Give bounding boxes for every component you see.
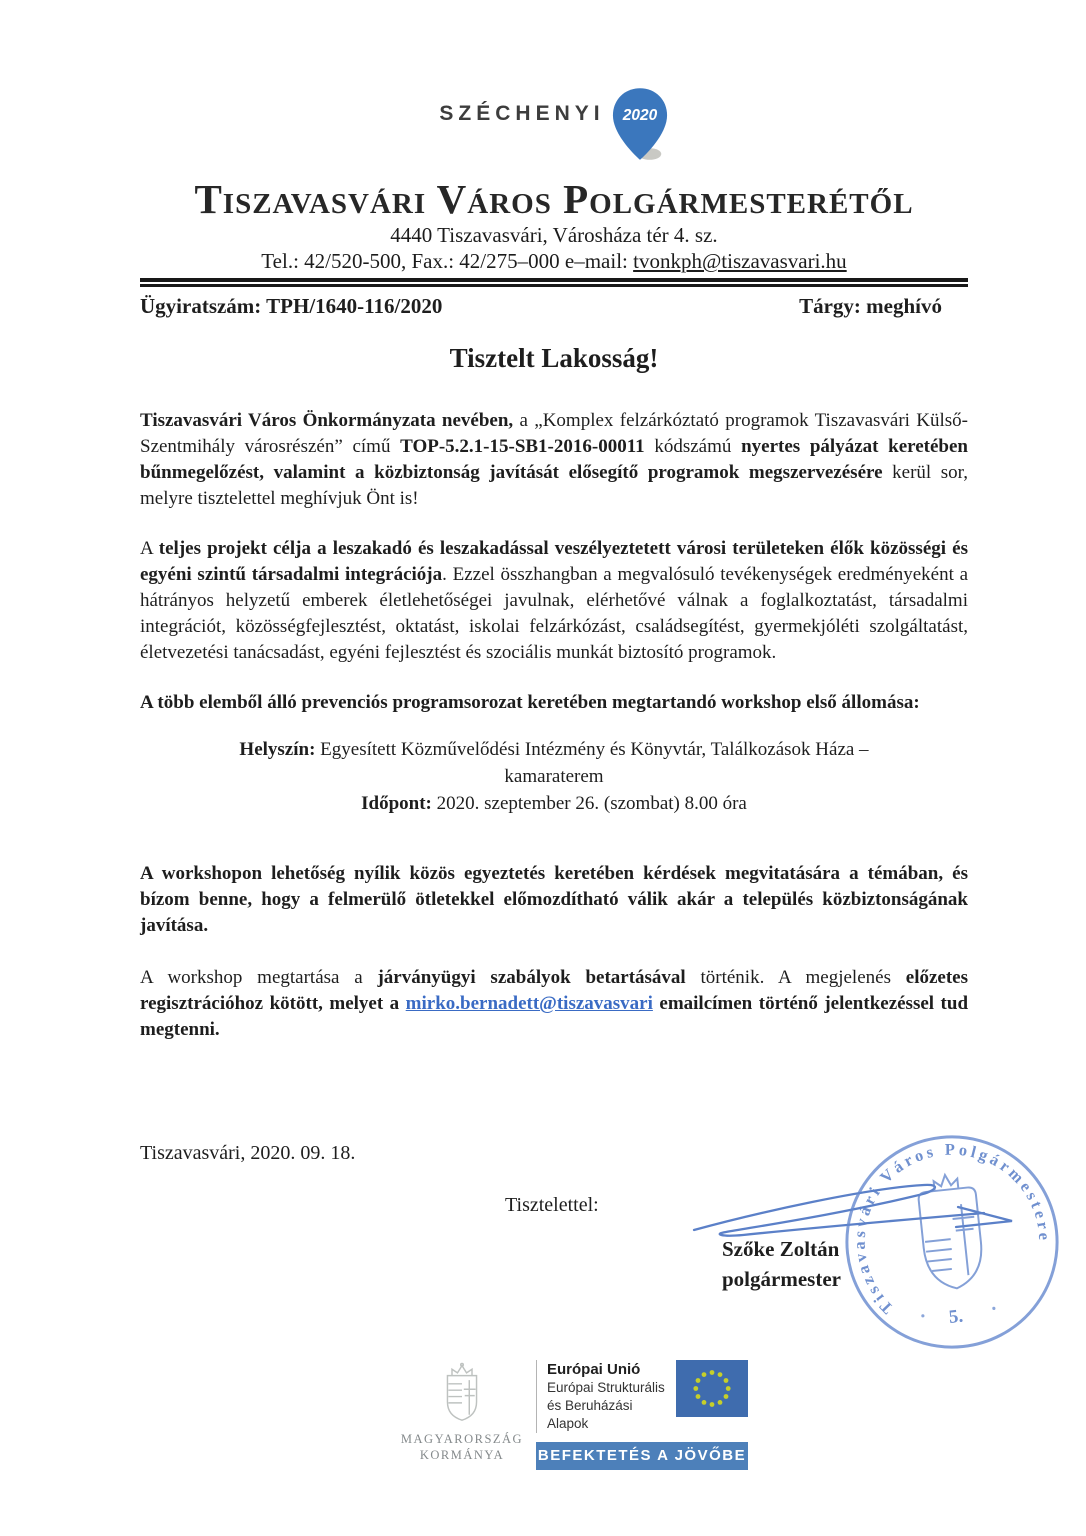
p5-seg-bold: járványügyi szabályok betartásával — [377, 967, 686, 988]
paragraph-workshop-purpose: A workshopon lehetőség nyílik közös egyeztetés keretében kérdések megvitatására a témában, és bízom benne, hogy a felmerülő ötletekkel előmozdítható válik akár a település közbiztonságának javítása. — [140, 863, 968, 936]
svg-text:2020: 2020 — [622, 107, 657, 125]
szechenyi-2020-pin-icon — [611, 86, 669, 164]
time-label: Időpont: — [361, 793, 432, 814]
p5-seg-bold: előzetes regisztrációhoz kötött, melyet a — [140, 967, 968, 1014]
signer-name: Szőke Zoltán — [722, 1237, 840, 1261]
p1-project-code: TOP-5.2.1-15-SB1-2016-00011 — [400, 436, 645, 457]
eu-line3: és Beruházási Alapok — [547, 1398, 633, 1431]
p2-seg: A — [140, 538, 159, 559]
paragraph-registration — [140, 965, 968, 1043]
signer-block — [722, 1234, 841, 1294]
eu-line1: Európai Unió — [547, 1361, 641, 1378]
szechenyi-2020-logo — [140, 86, 968, 164]
double-rule-divider — [140, 278, 968, 287]
date-line: Tiszavasvári, 2020. 09. 18. — [140, 1142, 356, 1164]
venue-line2: kamaraterem — [504, 766, 604, 787]
venue-text: Egyesített Közművelődési Intézmény és Könyvtár, Találkozások Háza – — [315, 739, 869, 760]
p1-seg: a „Komplex felzárkóztató programok Tiszavasvári Külső-Szentmihály városrészén” című — [140, 410, 969, 457]
footer-logos — [398, 1360, 748, 1470]
p1-seg-bold: Tiszavasvári Város Önkormányzata nevében, — [140, 410, 514, 431]
p5-seg: A workshop megtartása a — [140, 967, 378, 988]
registration-email-link[interactable]: mirko.bernadett@tiszavasvari — [405, 993, 653, 1014]
letterhead-address: 4440 Tiszavasvári, Városháza tér 4. sz. — [390, 223, 718, 247]
contact-prefix: Tel.: 42/520-500, Fax.: 42/275–000 e–mail: — [261, 249, 634, 273]
government-label — [398, 1431, 526, 1463]
letterhead-contact — [140, 248, 968, 274]
subject: Tárgy: meghívó — [799, 294, 942, 318]
p1-seg-bold: nyertes pályázat keretében bűnmegelőzést, valamint a közbiztonság javítását elősegítő programok megszervezésére — [140, 436, 968, 483]
p1-seg: kódszámú — [644, 436, 742, 457]
case-row — [140, 294, 968, 319]
p5-seg-bold: emailcímen történő jelentkezéssel tud megtenni. — [140, 993, 969, 1040]
eu-text-lines — [547, 1360, 667, 1433]
venue-time-block — [140, 736, 968, 817]
contact-email: tvonkph@tiszavasvari.hu — [633, 249, 847, 273]
eu-label-block — [536, 1360, 748, 1433]
time-text: 2020. szeptember 26. (szombat) 8.00 óra — [431, 793, 747, 814]
paragraph-workshop-announcement: A több elemből álló prevenciós programsorozat keretében megtartandó workshop első állomása: — [140, 692, 920, 713]
hungary-coat-of-arms-icon — [439, 1362, 485, 1422]
mayor-stamp-seal — [827, 1117, 1078, 1368]
investment-banner: BEFEKTETÉS A JÖVŐBE — [536, 1442, 748, 1470]
svg-text:Tiszavasvári Város Polgármeste: Tiszavasvári Város Polgármestere — [849, 1139, 1055, 1318]
eu-line2: Európai Strukturális — [547, 1380, 665, 1395]
eu-flag-icon — [676, 1360, 748, 1417]
svg-text:5.: 5. — [947, 1305, 965, 1328]
closing-salutation: Tisztelettel: — [505, 1194, 599, 1216]
venue-line — [140, 736, 968, 763]
hungary-government-logo — [398, 1360, 526, 1463]
signer-title: polgármester — [722, 1267, 841, 1291]
p1-seg: kerül sor, melyre tisztelettel meghívjuk Önt is! — [140, 462, 969, 509]
case-number: Ügyiratszám: TPH/1640-116/2020 — [140, 294, 443, 318]
p2-seg-bold: teljes projekt célja a leszakadó és leszakadással veszélyeztetett városi területeken élők közösségi és egyéni szintű társadalmi integrációja — [140, 538, 968, 585]
szechenyi-brand-text: SZÉCHENYI — [439, 102, 605, 125]
paragraph-project-intro — [140, 408, 968, 512]
venue-label: Helyszín: — [239, 739, 316, 760]
time-line — [140, 790, 968, 817]
government-label-line1: MAGYARORSZÁG — [400, 1432, 524, 1446]
salutation: Tisztelt Lakosság! — [449, 343, 659, 373]
p5-seg: történik. A megjelenés — [685, 967, 906, 988]
letterhead-title: Tiszavasvári Város Polgármesterétől — [194, 176, 914, 222]
eu-funds-block — [536, 1360, 748, 1470]
paragraph-project-goal — [140, 536, 968, 666]
government-label-line2: KORMÁNYA — [419, 1448, 505, 1462]
p2-seg: . Ezzel összhangban a megvalósuló tevékenységek eredményeként a hátrányos helyzetű emberek életlehetőségei javulnak, elérhetővé válnak a foglalkoztatást, társadalmi integrációt, közösségfejlesztést, oktatást, iskolai felzárkózást, családsegítést, gyermekjóléti szolgáltatást, életvezetési tanácsadást, egyéni fejlesztést és szociális munkát biztosító programok. — [140, 564, 969, 663]
